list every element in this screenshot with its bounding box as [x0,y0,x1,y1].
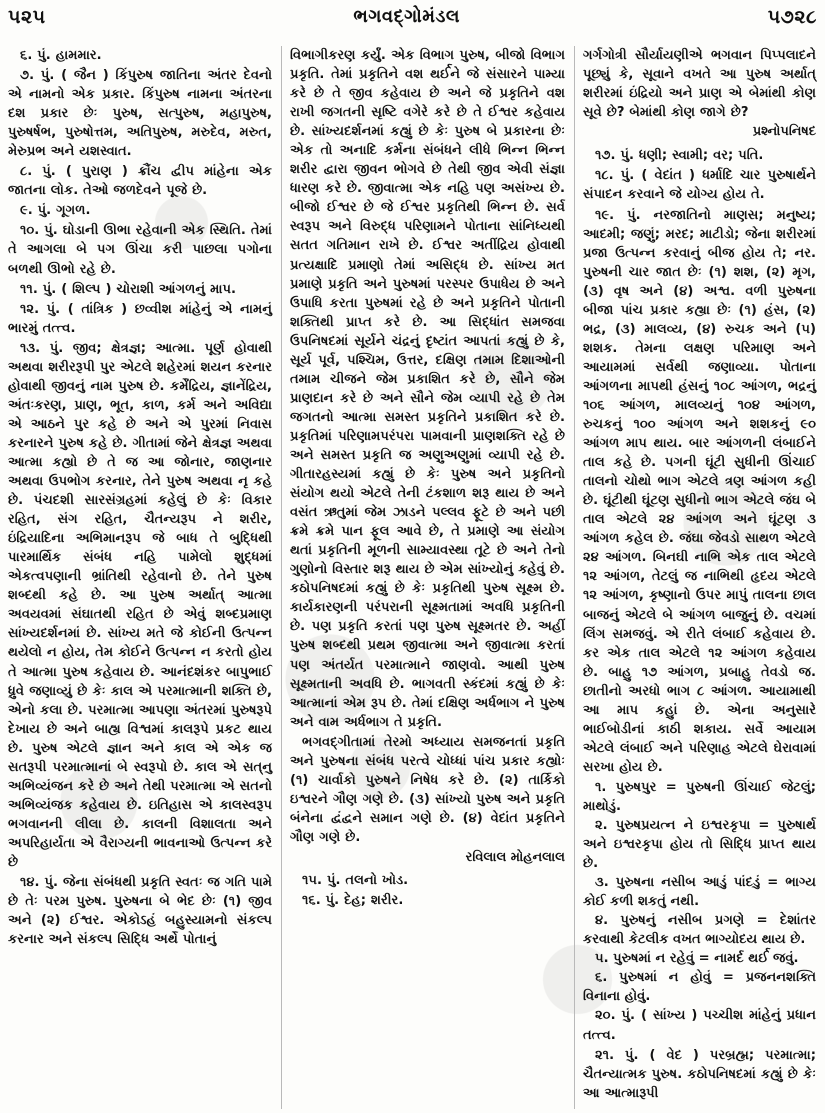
text-column-2 [281,46,574,1109]
dictionary-entry: ૧૮. પું. ( વેદાંત ) ધર્માદિ ચાર પુરુષાર્થને સંપાદન કરવાને જે યોગ્ય હોય તે. [583,168,816,203]
dictionary-entry: ૧૭. પું. ધણી; સ્વામી; વર; પતિ. [595,148,764,164]
text-column-3 [574,46,825,1109]
dictionary-entry-continuation: ભગવદ્‌ગીતામાં તેરમો અધ્યાય સમજનતાં પ્રકૃતિ અને પુરુષના સંબંધ પરત્વે ચોધ્ધાં પાંચ પ્રકાર કહ્યોઃ (૧) ચાર્વાકો પુરુષને નિષેધ કરે છે. (૨) તાર્કિકો ઇશ્વરને ગૌણ ગણે છે. (૩) સાંખ્યો પુરુષ અને પ્રકૃતિ બંનેના દ્વંદ્વને સમાન ગણે છે. (૪) વેદાંત પ્રકૃતિને ગૌણ ગણે છે. [290,734,565,845]
folio-number-left: ૫૨૫ [8,6,46,28]
running-head [0,8,825,42]
dictionary-entry: ૧૪. પું. જેના સંબંધથી પ્રકૃતિ સ્વતઃ જ ગતિ પામે છે તેઃ પરમ પુરુષ. પુરુષના બે ભેદ છેઃ (૧) જીવ અને (૨) ઈશ્વર. એકોઽહં બહુસ્યામનો સંકલ્પ કરનાર અને સંકલ્પ સિદ્ધિ અર્થે પોતાનું [8,875,272,948]
idiom-list-item: ૫. પુરુષમાં ન રહેવું = નામર્દ થર્ઈ જવું. [595,951,799,967]
dictionary-entry: ૧૦. પું. ઘોડાની ઊભા રહેવાની એક સ્થિતિ. તેમાં તે આગલા બે પગ ઊંચા કરી પાછલા પગોના બળથી ઊભો રહે છે. [8,223,272,277]
dictionary-entry: ૧૧. પું. ( શિલ્પ ) ચોરાશી આંગળનું માપ. [20,281,236,297]
idiom-list-item: ૪. પુરુષનું નસીબ પ્રગણે = દેશાંતર કરવાથી કેટલીક વખત ભાગ્યોદય થાય છે. [583,913,816,948]
idiom-list-item: ૩. પુરુષના નસીબ આડું પાંદડું = ભાગ્ય કોઈ કળી શકતું નથી. [583,875,816,910]
dictionary-entry: ૧૯. પું. નરજાતિનો માણસ; મનુષ્ય; આદમી; જણું; મરદ; માટીડો; જેના શરીરમાં પ્રજા ઉત્પન્ન કરવાનું બીજ હોય તે; નર. પુરુષની ચાર જાત છેઃ (૧) શશ, (૨) મૃગ, (૩) વૃષ અને (૪) અશ્વ. વળી પુરુષના બીજા પાંચ પ્રકાર કહ્યા છેઃ (૧) હંસ, (૨) ભદ્ર, (૩) માલવ્ય, (૪) રુચક અને (૫) શશક. તેમના લક્ષણ પરિમાણ અને આયામમાં સર્વથી જણાવ્યા. પોતાના આંગળના માપથી હંસનું ૧૦૮ આંગળ, ભદ્રનું ૧૦૬ આંગળ, માલવ્યનું ૧૦૪ આંગળ, રુચકનું ૧૦૦ આંગળ અને શશકનું ૯૦ આંગળ માપ થાય. બાર આંગળની લંબાઈને તાલ કહે છે. પગની ઘૂંટી સુધીની ઊંચાઈ તાલનો ચોથો ભાગ એટલે ત્રણ આંગળ કહી છે. ઘૂંટીથી ઘૂંટણ સુધીનો ભાગ એટલે જંઘ બે તાલ એટલે ૨૪ આંગળ અને ઘૂંટણ ૩ આંગળ કહેલ છે. જંઘા જેવડો સાથળ એટલે ૨૪ આંગળ. બિનઘી નાભિ એક તાલ એટલે ૧૨ આંગળ, તેટલું જ નાભિથી હૃદય એટલે ૧૨ આંગળ, કૃષ્ણાનો ઉપર માપું તાલના છાલ બાજનું એટલે બે આંગળ બાજુનું છે. વચમાં લિંગ સમજવું. એ રીતે લંબાઈ કહેવાય છે. કર એક તાલ એટલે ૧૨ આંગળ કહેવાય છે. બાહુ ૧૭ આંગળ, પ્રબાહુ તેવડો જ. છાતીનો અરધો ભાગ ૮ આંગળ. આયામાથી આ માપ કહાું છે. એના અનુસારે ભાઈબોડીનાં કાઠી શકાય. સર્વે આયામ એટલે લંબાઈ અને પરિણાહ એટલે ઘેરાવામાં સરખા હોય છે. [583,207,816,775]
idiom-list-item: ૨. પુરુષપ્રયત્ન ને ઇશ્વરકૃપા = પુરુષાર્થ અને ઇશ્વરકૃપા હોય તો સિદ્ધિ પ્રાપ્ત થાય છે. [583,818,816,872]
book-title: ભગવદ્ગોમંડલ [353,6,460,27]
column-container [0,46,825,1109]
dictionary-entry: ૨૦. પું. ( સાંખ્ય ) પચ્ચીશ માંહેનું પ્રધાન તત્ત્વ. [583,1008,816,1043]
idiom-list-item: ૬. પુરુષમાં ન હોવું = પ્રજનનશક્તિ વિનાના હોવું. [583,970,816,1005]
folio-number-right: ૫૭૨૮ [767,6,817,28]
dictionary-entry: ૮. પું. ( પુરાણ ) ક્રૌંચ દ્વીપ માંહેના એક જાતના લોક. તેઓ જળદેવને પૂજે છે. [8,164,272,199]
dictionary-entry: ૧૩. પું. જીવ; ક્ષેત્રજ્ઞ; આત્મા. પૂર્ણ હોવાથી અથવા શરીરરૂપી પુર એટલે શહેરમાં શયન કરનાર હોવાથી જીવનું નામ પુરુષ છે. કર્મેંદ્રિય, જ્ઞાનેંદ્રિય, અંતઃકરણ, પ્રાણ, ભૂત, કાળ, કર્મ અને અવિદ્યા એ આઠને પુર કહે છે અને એ પુરમાં નિવાસ કરનારને પુરુષ કહે છે. ગીતામાં જેને ક્ષેત્રજ્ઞ અથવા આત્મા કહ્યો છે તે જ આ જોનાર, જાણનાર અથવા ઉપભોગ કરનાર, તેને પુરુષ અથવા નૃ કહે છે. પંચદશી સારસંગ્રહમાં કહેલું છે કેઃ વિકાર રહિત, સંગ રહિત, ચૈતન્યરૂપ ને શરીર, ઇંદ્રિયાદિના અભિમાનરૂપ જે બાધ તે બુદ્ધિથી પારમાર્થિક સંબંધ નહિ પામેલો શુદ્ધમાં એકત્વપણાની ભ્રાંતિથી રહેવાનો છે. તેને પુરુષ શબ્દથી કહે છે. આ પુરુષ અર્થાત્ આત્મા અવયવમાં સંઘાતથી રહિત છે એવું શબ્દપ્રમાણ સાંખ્યદર્શનમાં છે. સાંખ્ય મતે જે કોઈની ઉત્પન્ન થયેલો ન હોય, તેમ કોઈને ઉત્પન્ન ન કરતો હોય તે આત્મા પુરુષ કહેવાય છે. આનંદશંકર બાપુભાઈ ધ્રુવે જણાવ્યું છે કેઃ કાલ એ પરમાત્માની શક્તિ છે, એનો કલા છે. પરમાત્મા આપણા અંતરમાં પુરુષરૂપે દેખાય છે અને બાહ્ય વિશ્વમાં કાલરૂપે પ્રકટ થાય છે. પુરુષ એટલે જ્ઞાન અને કાલ એ એક જ સતરૂપી પરમાત્માનાં બે સ્વરૂપો છે. કાલ એ સત્‌નુ અભિવ્યંજન કરે છે અને તેથી પરમાત્મા એ સતનો અભિવ્યંજક કહેવાય છે. ઇતિહાસ એ કાલસ્વરૂપ ભગવાનની લીલા છે. કાલની વિશાલતા અને અપરિહાર્યતા એ વૈરાગ્યની ભાવનાઓ ઉત્પન્ન કરે છે [8,340,272,870]
dictionary-entry: ૧૫. પું. તલનો ખોડ. [302,873,409,889]
dictionary-entry: ૯. પું. ગૂગળ. [20,203,91,219]
text-column-1 [0,46,281,1109]
source-citation: પ્રશ્નોપનિષદ [752,124,816,140]
dictionary-entry-continuation: ગર્ગગોત્રી સૌર્યાયણીએ ભગવાન પિપ્પલાદને પૂછ્યું કે, સૂવાને વખતે આ પુરુષ અર્થાત્ શરીરમાં ઇંદ્રિયો અને પ્રાણ એ બેમાંથી કોણ સૂવે છે? બેમાંથી કોણ જાગે છે? [583,48,816,121]
author-attribution: રવિલાલ મોહનલાલ [465,849,565,865]
dictionary-entry: ૧૨. પું. ( તાંત્રિક ) છવ્વીશ માંહેનું એ નામનું ભારમું તત્ત્વ. [8,301,272,336]
dictionary-entry: ૬. પું. હામમાર. [20,48,102,63]
dictionary-entry: ૧૬. પું. દેહ; શરીર. [302,893,404,909]
dictionary-entry-continuation: વિભાગીકરણ કર્યું. એક વિભાગ પુરુષ, બીજો વિભાગ પ્રકૃતિ. તેમાં પ્રકૃતિને વશ થર્ઈને જે સંસારને પામ્યા કરે છે તે જીવ કહેવાય છે અને જે પ્રકૃતિને વશ રાખી જગતની સૃષ્ટિ વગેરે કરે છે તે ઈશ્વર કહેવાય છે. સાંખ્યદર્શનમાં કહ્યું છે કેઃ પુરુષ બે પ્રકારના છેઃ એક તો અનાદિ કર્મના સંબંધને લીધે ભિન્ન ભિન્ન શરીર દ્વારા જીવન ભોગવે છે તેથી જીવ એવી સંજ્ઞા ધારણ કરે છે. જીવાત્મા એક નહિ પણ અસંખ્ય છે. બીજો ઈશ્વર છે જે ઈશ્વર પ્રકૃતિથી ભિન્ન છે. સર્વ સ્વરૂપ અને વિરુદ્ધ પરિણામને પોતાના સાંનિધ્યથી સતત ગતિમાન રાખે છે. ઈશ્વર અતીંદ્રિય હોવાથી પ્રત્યક્ષાદિ પ્રમાણો તેમાં અસિદ્ધ છે. સાંખ્ય મત પ્રમાણે પ્રકૃતિ અને પુરુષમાં પરસ્પર ઉપાધેય છે અને ઉપાધિ કરતા પુરુષમાં રહે છે અને પ્રકૃતિને પોતાની શક્તિથી પ્રાપ્ત કરે છે. આ સિદ્ધાંત સમજવા ઉપનિષદમાં સૂર્યને ચંદ્રનું દૃષ્ટાંત આપતાં કહ્યું છે કે, સૂર્ય પૂર્વ, પશ્ચિમ, ઉત્તર, દક્ષિણ તમામ દિશાઓની તમામ ચીજને જેમ પ્રકાશિત કરે છે, સૌને જેમ પ્રાણદાન કરે છે અને સૌને જેમ વ્યાપી રહે છે તેમ જગતનો આત્મા સમસ્ત પ્રકૃતિને પ્રકાશિત કરે છે. પ્રકૃતિમાં પરિણામપરંપરા પામવાની પ્રાણશક્તિ રહે છે અને સમસ્ત પ્રકૃતિ જ અણુઅણુમાં વ્યાપી રહે છે. ગીતારહસ્યમાં કહ્યું છે કેઃ પુરુષ અને પ્રકૃતિનો સંયોગ થયો એટલે તેની ટંકશાળ શરૂ થાય છે અને વસંત ઋતુમાં જેમ ઝાડને પલ્લવ ફૂટે છે અને પછી ક્રમે ક્રમે પાન ફૂલ આવે છે, તે પ્રમાણે આ સંયોગ થતાં પ્રકૃતિની મૂળની સામ્યાવસ્થા તૂટે છે અને તેનો ગુણોનો વિસ્તાર શરૂ થાય છે એમ સાંખ્યોનું કહેવું છે. કઠોપનિષદમાં કહ્યું છે કેઃ પ્રકૃતિથી પુરુષ સૂક્ષ્મ છે. કાર્યકારણની પરંપરાની સૂક્ષ્મતામાં અવધિ પ્રકૃતિની છે. પણ પ્રકૃતિ કરતાં પણ પુરુષ સૂક્ષ્મતર છે. અહીં પુરુષ શબ્દથી પ્રથમ જીવાત્મા અને જીવાત્મા કરતાં પણ અંતર્યત પરમાત્માને જાણવો. આથી પુરુષ સૂક્ષ્મતાની અવધિ છે. ભાગવતી સ્કંદમાં કહ્યું છે કેઃ આત્માનાં એમ રૂપ છે. તેમાં દક્ષિણ અર્ધભાગ ને પુરુષ અને વામ અર્ધભાગ તે પ્રકૃતિ. [290,48,565,730]
idiom-list-item: ૧. પુરુષપુર = પુરુષની ઊંચાઈ જેટલું; માથોડું. [583,779,816,814]
dictionary-entry: ૭. પું. ( જૈન ) કિંપુરુષ જાતિના અંતર દેવનો એ નામનો એક પ્રકાર. કિંપુરુષ નામના અંતરના દશ પ્રકાર છેઃ પુરુષ, સત્પુરુષ, મહાપુરુષ, પુરુષર્ષભ, પુરુષોત્તમ, અતિપુરુષ, મરુદેવ, મરુત, મેરુપ્રભ અને યશસ્વાત. [8,68,272,160]
dictionary-entry: ૨૧. પું. ( વેદ ) પરબ્રહ્મ; પરમાત્મા; ચૈતન્યાત્મક પુરુષ. કઠોપનિષદમાં કહ્યું છે કેઃ આ આત્મારૂપી [583,1047,816,1101]
